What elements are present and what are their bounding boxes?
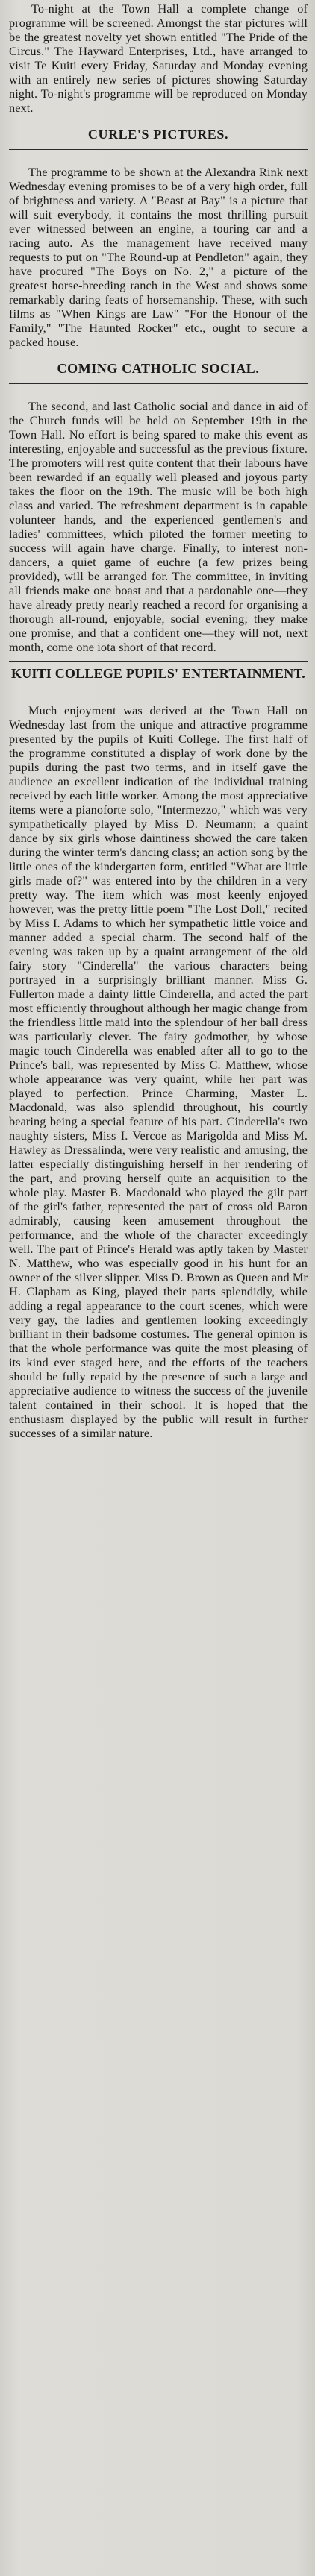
college-entertainment-heading: KUITI COLLEGE PUPILS' ENTERTAINMENT.	[11, 666, 305, 681]
spacer	[9, 154, 308, 165]
heading-underline	[9, 383, 308, 384]
heading-underline	[9, 149, 308, 150]
section-divider	[9, 661, 308, 662]
catholic-social-article: The second, and last Catholic social and dance in aid of the Church funds will be held on September 19th in the Town Hall. No effort is being spared to make this event as interesting, enjoyable and successful as the previous fixture. The promoters will rest quite content that their labours have been rewarded if an equally well pleased and joyous party takes the floor on the 19th. The music will be both high class and varied. The refreshment department is in capable volunteer hands, and the experienced gentlemen's and ladies' committees, which piloted the former meeting to success will again have charge. Finally, to interest non-dancers, a quiet game of euchre (a few prizes being provided), will be arranged for. The committee, in inviting all friends make one boast and that a pardonable one—they have already pretty nearly reached a record for organising a thorough all-round, enjoyable, social evening; they make one promise, and that a confident one—they will not, next month, come one iota short of that record.	[9, 399, 308, 654]
college-entertainment-article: Much enjoyment was derived at the Town Hall on Wednesday last from the unique and attractive programme presented by the pupils of Kuiti College. The first half of the programme constituted a display of work done by the pupils during the past two terms, and in itself gave the audience an excellent indication of the individual training received by each little worker. Among the most appreciative items were a pianoforte solo, "Intermezzo," which was very sympathetically played by Miss D. Neumann; a quaint dance by six girls whose daintiness showed the care taken during the winter term's dancing class; an action song by the little ones of the kindergarten form, entitled "What are little girls made of?" was entered into by the children in a very pretty way. The item which was most keenly enjoyed however, was the pretty little poem "The Lost Doll," recited by Miss I. Adams to which her sympathetic little voice and manner added a special charm. The second half of the evening was taken up by a quaint arrangement of the old fairy story "Cinderella" the various characters being portrayed in a surprisingly brilliant manner. Miss G. Fullerton made a dainty little Cinderella, and acted the part most efficiently throughout although her magic change from the friendless little maid into the splendour of her ball dress was particularly clever. The fairy godmother, by whose magic touch Cinderella was enabled after all to go to the Prince's ball, was represented by Miss C. Matthew, whose whole appearance was very quaint, while her part was played to perfection. Prince Charming, Master L. Macdonald, was also splendid throughout, his courtly bearing being a special feature of his part. Cinderella's two naughty sisters, Miss I. Vercoe as Marigolda and Miss M. Hawley as Dressalinda, were very realistic and amusing, the latter especially distinguishing herself in her rendering of the part, and proving herself quite an acquisition to the whole play. Master B. Macdonald who played the gilt part of the girl's father, represented the part of cross old Baron admirably, causing keen amusement throughout the performance, and the whole of the character exceedingly well. The part of Prince's Herald was aptly taken by Master N. Matthew, who was especially good in his hunt for an owner of the silver slipper. Miss D. Brown as Queen and Mr H. Clapham as King, played their parts splendidly, while adding a regal appearance to the court scenes, which were very gay, the ladies and gentlemen looking exceedingly brilliant in their badsome costumes. The general opinion is that the whole performance was quite the most pleasing of its kind ever staged here, and the efforts of the teachers should be fully repaid by the presence of such a large and appreciative audience to witness the success of the juvenile talent contained in their school. It is hoped that the enthusiasm displayed by the public will result in further successes of a similar nature.	[9, 703, 308, 1440]
curle-pictures-heading: CURLE'S PICTURES.	[87, 127, 229, 142]
spacer	[9, 693, 308, 703]
town-hall-article: To-night at the Town Hall a complete change of programme will be screened. Amongst the star pictures will be the greatest novelty yet shown entitled "The Pride of the Circus." The Hayward Enterprises, Ltd., have arranged to visit Te Kuiti every Friday, Saturday and Monday evening with an entirely new series of pictures showing Saturday night. To-night's programme will be reproduced on Monday next.	[9, 1, 308, 115]
catholic-social-heading: COMING CATHOLIC SOCIAL.	[57, 361, 260, 376]
spacer	[9, 389, 308, 399]
curle-pictures-article: The programme to be shown at the Alexandra Rink next Wednesday evening promises to be of a very high order, full of brightness and variety. A "Beast at Bay" is a picture that will suit everybody, it contains the most thrilling pursuit ever witnessed between an engine, a touring car and a racing auto. As the management have received many requests to put on "The Round-up at Pendleton" again, they have procured "The Boys on No. 2," a picture of the greatest horse-breeding ranch in the West and shows some remarkably daring feats of horsemanship. These, with such films as "When Kings are Law" "For the Honour of the Family," "The Haunted Rocker" etc., ought to secure a packed house.	[9, 165, 308, 349]
